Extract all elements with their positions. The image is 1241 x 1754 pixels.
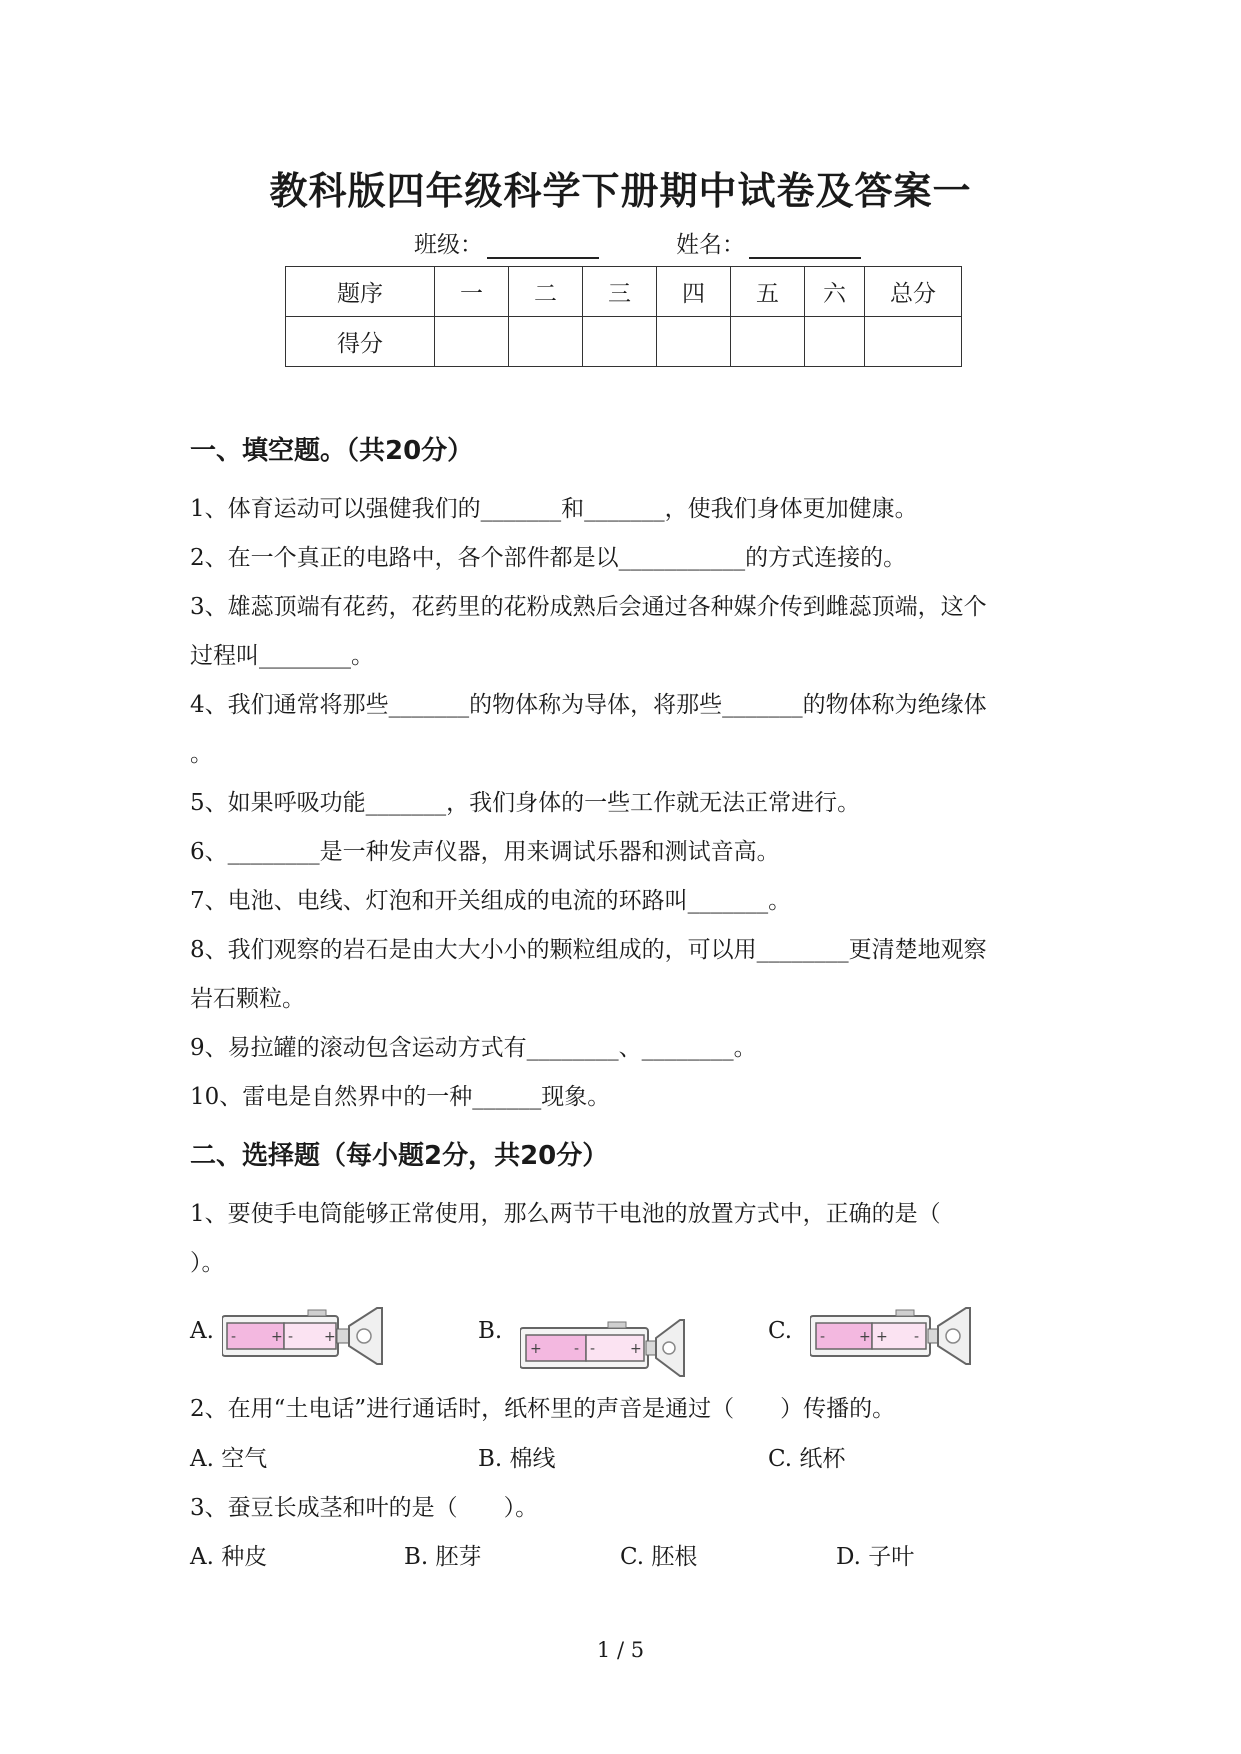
class-field	[414, 226, 599, 259]
name-blank[interactable]	[749, 233, 861, 259]
fill-question-line: 8、我们观察的岩石是由大大小小的颗粒组成的，可以用________更清楚地观察	[190, 937, 987, 963]
q2-option-a[interactable]: A. 空气	[190, 1446, 268, 1472]
page-title: 教科版四年级科学下册期中试卷及答案一	[269, 169, 972, 213]
fill-question-line: 5、如果呼吸功能_______，我们身体的一些工作就无法正常进行。	[190, 790, 861, 816]
score-header-cell: 总分	[865, 267, 962, 317]
student-info-row	[0, 226, 1241, 260]
section2-heading: 二、选择题（每小题2分，共20分）	[190, 1141, 609, 1171]
flashlight-a-icon[interactable]	[222, 1300, 392, 1370]
fill-question-line: 4、我们通常将那些_______的物体称为导体，将那些_______的物体称为绝缘体	[190, 692, 987, 718]
fill-question-line: 岩石颗粒。	[190, 986, 305, 1012]
q3-option-d[interactable]: D. 子叶	[836, 1544, 915, 1570]
choice-question-1-cont: ）。	[190, 1250, 225, 1276]
score-cell[interactable]	[731, 317, 805, 367]
fill-question-line: 1、体育运动可以强健我们的_______和_______，使我们身体更加健康。	[190, 496, 918, 522]
svg-text:-: -	[231, 1329, 237, 1345]
score-header-cell: 二	[509, 267, 583, 317]
score-cell[interactable]	[583, 317, 657, 367]
score-header-cell: 一	[435, 267, 509, 317]
svg-text:+: +	[859, 1329, 871, 1345]
name-field	[676, 226, 861, 259]
q3-option-a[interactable]: A. 种皮	[190, 1544, 268, 1570]
score-row-label: 得分	[286, 317, 435, 367]
svg-text:-: -	[574, 1341, 580, 1357]
choice-question-3: 3、蚕豆长成茎和叶的是（ ）。	[190, 1495, 539, 1521]
svg-text:+: +	[324, 1329, 336, 1345]
q2-option-c[interactable]: C. 纸杯	[768, 1446, 846, 1472]
svg-text:+: +	[530, 1341, 542, 1357]
score-table-header-row	[286, 267, 962, 317]
fill-question-line: 过程叫________。	[190, 643, 374, 669]
section1-heading: 一、填空题。（共20分）	[190, 436, 474, 466]
score-header-cell: 题序	[286, 267, 435, 317]
svg-text:-: -	[914, 1329, 920, 1345]
class-label: 班级：	[414, 232, 483, 258]
option-a-label[interactable]: A.	[190, 1318, 214, 1344]
score-header-cell: 三	[583, 267, 657, 317]
fill-question-line: 2、在一个真正的电路中，各个部件都是以___________的方式连接的。	[190, 545, 907, 571]
score-header-cell: 四	[657, 267, 731, 317]
fill-question-line: 。	[190, 741, 213, 767]
svg-text:-: -	[590, 1341, 596, 1357]
q3-option-b[interactable]: B. 胚芽	[404, 1544, 482, 1570]
score-cell[interactable]	[805, 317, 865, 367]
svg-text:+: +	[271, 1329, 283, 1345]
fill-question-line: 3、雄蕊顶端有花药，花药里的花粉成熟后会通过各种媒介传到雌蕊顶端，这个	[190, 594, 987, 620]
choice-question-2: 2、在用“土电话”进行通话时，纸杯里的声音是通过（ ）传播的。	[190, 1396, 896, 1422]
q2-option-b[interactable]: B. 棉线	[478, 1446, 556, 1472]
score-cell[interactable]	[509, 317, 583, 367]
score-table	[285, 266, 962, 367]
svg-text:-: -	[288, 1329, 294, 1345]
fill-question-line: 10、雷电是自然界中的一种______现象。	[190, 1084, 611, 1110]
svg-text:+: +	[630, 1341, 642, 1357]
fill-question-line: 7、电池、电线、灯泡和开关组成的电流的环路叫_______。	[190, 888, 792, 914]
score-header-cell: 六	[805, 267, 865, 317]
flashlight-b-icon[interactable]	[520, 1312, 690, 1382]
option-b-label[interactable]: B.	[478, 1318, 503, 1344]
score-header-cell: 五	[731, 267, 805, 317]
score-cell[interactable]	[657, 317, 731, 367]
q3-option-c[interactable]: C. 胚根	[620, 1544, 698, 1570]
score-cell[interactable]	[435, 317, 509, 367]
class-blank[interactable]	[487, 233, 599, 259]
fill-question-line: 6、________是一种发声仪器，用来调试乐器和测试音高。	[190, 839, 780, 865]
svg-text:-: -	[820, 1329, 826, 1345]
svg-text:+: +	[876, 1329, 888, 1345]
choice-question-1: 1、要使手电筒能够正常使用，那么两节干电池的放置方式中，正确的是（	[190, 1201, 941, 1227]
score-cell[interactable]	[865, 317, 962, 367]
score-table-score-row	[286, 317, 962, 367]
flashlight-c-icon[interactable]	[810, 1300, 980, 1370]
name-label: 姓名：	[676, 232, 745, 258]
option-c-label[interactable]: C.	[768, 1318, 793, 1344]
fill-question-line: 9、易拉罐的滚动包含运动方式有________、________。	[190, 1035, 757, 1061]
page-number: 1 / 5	[596, 1638, 645, 1662]
